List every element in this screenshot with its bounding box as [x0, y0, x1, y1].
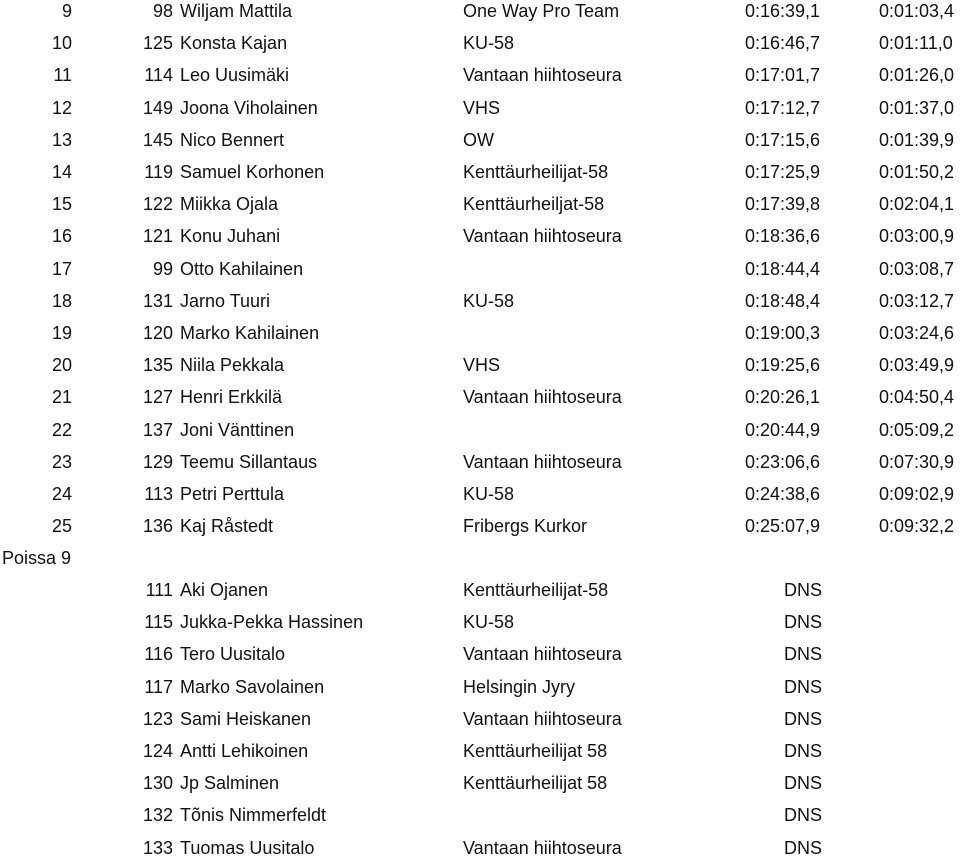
position-cell: 20	[51, 355, 72, 376]
time-behind-cell: 0:03:08,7	[879, 258, 955, 279]
club-cell: Kenttäurheilijat 58	[463, 773, 608, 794]
finish-time-cell: 0:20:26,1	[745, 387, 821, 408]
bib-number-cell: 127	[142, 387, 173, 408]
club-cell: VHS	[463, 355, 501, 376]
finish-time-cell: 0:17:01,7	[745, 65, 821, 86]
finish-time-cell: 0:18:48,4	[745, 290, 821, 311]
status-cell: DNS	[784, 580, 823, 600]
time-behind-cell: 0:03:00,9	[879, 226, 955, 247]
bib-number-cell: 115	[144, 612, 173, 633]
athlete-name-cell: Joni Vänttinen	[180, 419, 295, 440]
club-cell: Vantaan hiihtoseura	[463, 65, 622, 86]
absent-row	[0, 739, 960, 763]
time-behind-cell: 0:01:37,0	[879, 97, 955, 118]
bib-number-cell: 124	[142, 741, 173, 761]
athlete-name-cell: Nico Bennert	[180, 129, 285, 150]
status-cell: DNS	[784, 644, 823, 665]
club-cell: Kenttäurheiljat-58	[463, 194, 605, 215]
bib-number-cell: 120	[142, 323, 173, 343]
athlete-name-cell: Otto Kahilainen	[180, 258, 304, 279]
athlete-name-cell: Marko Kahilainen	[180, 323, 320, 343]
bib-number-cell: 119	[144, 162, 173, 182]
finish-time-cell: 0:17:12,7	[745, 97, 821, 118]
club-cell: OW	[463, 129, 494, 150]
bib-number-cell: 123	[142, 708, 173, 729]
position-cell: 9	[61, 1, 72, 21]
result-row	[0, 321, 960, 345]
absent-row	[0, 578, 960, 602]
athlete-name-cell: Tuomas Uusitalo	[180, 837, 315, 858]
result-row	[0, 514, 960, 538]
club-cell: One Way Pro Team	[463, 1, 620, 21]
position-cell: 14	[51, 162, 72, 182]
result-row	[0, 257, 960, 281]
athlete-name-cell: Jp Salminen	[180, 773, 280, 794]
finish-time-cell: 0:18:36,6	[745, 226, 821, 247]
result-row	[0, 31, 960, 55]
position-cell: 17	[51, 258, 72, 279]
club-cell: VHS	[463, 97, 501, 118]
position-cell: 25	[51, 516, 72, 537]
bib-number-cell: 122	[142, 194, 173, 215]
club-cell: Kenttäurheilijat 58	[463, 741, 608, 761]
bib-number-cell: 136	[142, 516, 173, 537]
position-cell: 19	[51, 323, 72, 343]
position-cell: 13	[51, 129, 72, 150]
time-behind-cell: 0:01:03,4	[879, 1, 955, 21]
status-cell: DNS	[784, 708, 823, 729]
status-cell: DNS	[784, 837, 823, 858]
bib-number-cell: 130	[142, 773, 173, 794]
status-cell: DNS	[784, 773, 823, 794]
result-row	[0, 96, 960, 120]
position-cell: 10	[51, 33, 72, 54]
status-cell: DNS	[784, 805, 823, 826]
time-behind-cell: 0:09:32,2	[879, 516, 955, 537]
bib-number-cell: 116	[144, 644, 173, 665]
club-cell: KU-58	[463, 290, 515, 311]
bib-number-cell: 117	[144, 676, 173, 697]
finish-time-cell: 0:17:39,8	[745, 194, 821, 215]
position-cell: 12	[51, 97, 72, 118]
result-row	[0, 0, 960, 23]
bib-number-cell: 98	[152, 1, 173, 21]
time-behind-cell: 0:03:49,9	[879, 355, 955, 376]
time-behind-cell: 0:02:04,1	[879, 194, 955, 215]
position-cell: 18	[51, 290, 72, 311]
position-cell: 11	[53, 65, 72, 86]
result-row	[0, 192, 960, 216]
position-cell: 22	[51, 419, 72, 440]
athlete-name-cell: Kaj Råstedt	[180, 516, 274, 537]
athlete-name-cell: Tero Uusitalo	[180, 644, 286, 665]
athlete-name-cell: Petri Perttula	[180, 484, 285, 504]
absent-section-label: Poissa 9	[2, 548, 72, 568]
bib-number-cell: 129	[142, 451, 173, 472]
athlete-name-cell: Konsta Kajan	[180, 33, 288, 54]
status-cell: DNS	[784, 612, 823, 633]
finish-time-cell: 0:19:25,6	[745, 355, 821, 376]
bib-number-cell: 99	[152, 258, 173, 279]
club-cell: KU-58	[463, 33, 515, 54]
athlete-name-cell: Miikka Ojala	[180, 194, 279, 215]
bib-number-cell: 125	[142, 33, 173, 54]
athlete-name-cell: Henri Erkkilä	[180, 387, 283, 408]
absent-row	[0, 803, 960, 827]
club-cell: Kenttäurheilijat-58	[463, 162, 609, 182]
position-cell: 15	[51, 194, 72, 215]
bib-number-cell: 137	[142, 419, 173, 440]
time-behind-cell: 0:01:50,2	[879, 162, 955, 182]
absent-row	[0, 642, 960, 666]
result-row	[0, 418, 960, 442]
result-row	[0, 160, 960, 184]
status-cell: DNS	[784, 676, 823, 697]
athlete-name-cell: Antti Lehikoinen	[180, 741, 309, 761]
status-cell: DNS	[784, 741, 823, 761]
finish-time-cell: 0:25:07,9	[745, 516, 821, 537]
club-cell: Vantaan hiihtoseura	[463, 644, 622, 665]
club-cell: Kenttäurheilijat-58	[463, 580, 609, 600]
finish-time-cell: 0:23:06,6	[745, 451, 821, 472]
bib-number-cell: 145	[142, 129, 173, 150]
bib-number-cell: 149	[142, 97, 173, 118]
athlete-name-cell: Niila Pekkala	[180, 355, 285, 376]
result-row	[0, 450, 960, 474]
time-behind-cell: 0:07:30,9	[879, 451, 955, 472]
absent-row	[0, 836, 960, 860]
athlete-name-cell: Tõnis Nimmerfeldt	[180, 805, 327, 826]
time-behind-cell: 0:01:39,9	[879, 129, 955, 150]
club-cell: Vantaan hiihtoseura	[463, 226, 622, 247]
athlete-name-cell: Samuel Korhonen	[180, 162, 325, 182]
athlete-name-cell: Teemu Sillantaus	[180, 451, 318, 472]
bib-number-cell: 131	[142, 290, 173, 311]
athlete-name-cell: Jukka-Pekka Hassinen	[180, 612, 364, 633]
finish-time-cell: 0:17:25,9	[745, 162, 821, 182]
result-row	[0, 353, 960, 377]
finish-time-cell: 0:18:44,4	[745, 258, 821, 279]
absent-row	[0, 771, 960, 795]
bib-number-cell: 135	[142, 355, 173, 376]
finish-time-cell: 0:17:15,6	[745, 129, 821, 150]
position-cell: 21	[51, 387, 72, 408]
time-behind-cell: 0:04:50,4	[879, 387, 955, 408]
finish-time-cell: 0:24:38,6	[745, 484, 821, 504]
result-row	[0, 63, 960, 87]
absent-row	[0, 675, 960, 699]
club-cell: Helsingin Jyry	[463, 676, 576, 697]
result-row	[0, 385, 960, 409]
bib-number-cell: 133	[142, 837, 173, 858]
time-behind-cell: 0:03:12,7	[879, 290, 955, 311]
finish-time-cell: 0:20:44,9	[745, 419, 821, 440]
bib-number-cell: 111	[145, 580, 173, 600]
absent-row	[0, 610, 960, 634]
time-behind-cell: 0:09:02,9	[879, 484, 955, 504]
athlete-name-cell: Leo Uusimäki	[180, 65, 290, 86]
club-cell: KU-58	[463, 484, 515, 504]
bib-number-cell: 132	[142, 805, 173, 826]
result-row	[0, 128, 960, 152]
time-behind-cell: 0:05:09,2	[879, 419, 955, 440]
athlete-name-cell: Aki Ojanen	[180, 580, 269, 600]
club-cell: Vantaan hiihtoseura	[463, 837, 622, 858]
result-row	[0, 482, 960, 506]
position-cell: 16	[51, 226, 72, 247]
club-cell: Fribergs Kurkor	[463, 516, 588, 537]
result-row	[0, 289, 960, 313]
club-cell: Vantaan hiihtoseura	[463, 708, 622, 729]
position-cell: 24	[51, 484, 72, 504]
bib-number-cell: 114	[144, 65, 173, 86]
club-cell: KU-58	[463, 612, 515, 633]
athlete-name-cell: Sami Heiskanen	[180, 708, 312, 729]
athlete-name-cell: Konu Juhani	[180, 226, 281, 247]
time-behind-cell: 0:01:26,0	[879, 65, 955, 86]
time-behind-cell: 0:01:11,0	[879, 33, 953, 54]
athlete-name-cell: Wiljam Mattila	[180, 1, 293, 21]
athlete-name-cell: Marko Savolainen	[180, 676, 325, 697]
absent-row	[0, 707, 960, 731]
club-cell: Vantaan hiihtoseura	[463, 451, 622, 472]
bib-number-cell: 121	[142, 226, 173, 247]
club-cell: Vantaan hiihtoseura	[463, 387, 622, 408]
athlete-name-cell: Joona Viholainen	[180, 97, 318, 118]
time-behind-cell: 0:03:24,6	[879, 323, 955, 343]
bib-number-cell: 113	[144, 484, 173, 504]
position-cell: 23	[51, 451, 72, 472]
result-row	[0, 224, 960, 248]
finish-time-cell: 0:16:46,7	[745, 33, 821, 54]
athlete-name-cell: Jarno Tuuri	[180, 290, 271, 311]
finish-time-cell: 0:16:39,1	[745, 1, 821, 21]
finish-time-cell: 0:19:00,3	[745, 323, 821, 343]
